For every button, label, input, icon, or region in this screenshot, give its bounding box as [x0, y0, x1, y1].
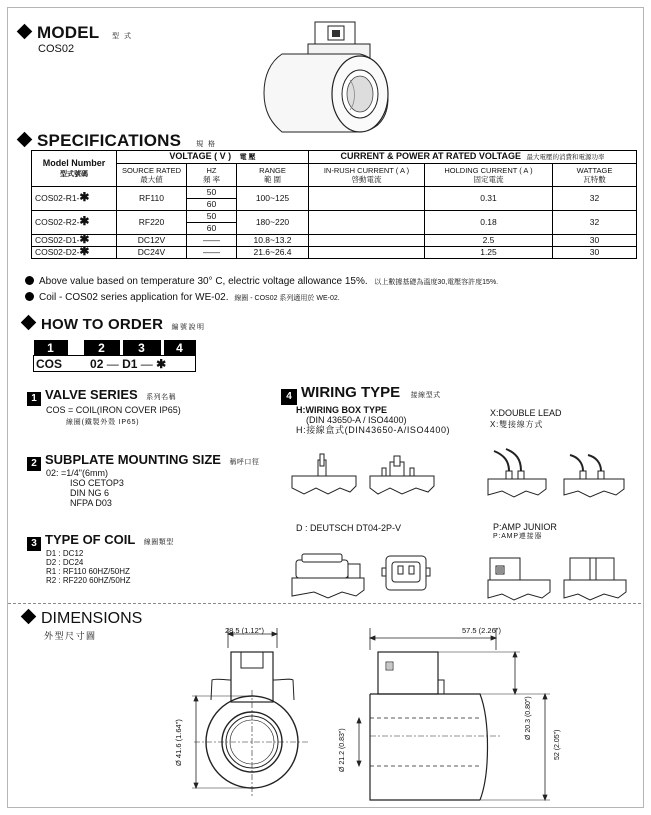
order-code-table — [33, 340, 196, 372]
spec-heading-cn: 規 格 — [196, 141, 217, 148]
sub-holding-header: HOLDING CURRENT ( A ) 固定電流 — [425, 164, 553, 187]
order-num-4: 4 — [164, 340, 196, 356]
table-row: 60 — [32, 199, 637, 211]
wiring-x-desc: X:DOUBLE LEAD X:雙接線方式 — [490, 408, 562, 429]
valve-series-line-cn: 線圈(鐵製外殼 IP65) — [66, 419, 140, 426]
order-num-3: 3 — [123, 340, 161, 356]
order-code: COS 02 — D1 — ✱ — [34, 356, 196, 372]
spec-heading: SPECIFICATIONS 規 格 — [19, 131, 217, 151]
model-heading: MODEL 型 式 — [19, 23, 132, 43]
table-row: 60 — [32, 223, 637, 235]
diamond-bullet-icon — [17, 24, 33, 40]
wiring-d-desc: D : DEUTSCH DT04-2P-V — [296, 523, 402, 533]
order-num-1: 1 — [34, 340, 68, 356]
diamond-bullet-icon — [21, 315, 37, 331]
diamond-bullet-icon — [21, 609, 37, 625]
order-heading: HOW TO ORDER 編號說明 — [23, 316, 206, 333]
circle-bullet-icon — [25, 276, 34, 285]
list-item: DIN NG 6 — [70, 488, 110, 498]
sub-wattage-header: WATTAGE 瓦特數 — [553, 164, 637, 187]
list-item: R2 : RF220 60HZ/50HZ — [46, 576, 131, 585]
subplate-heading: 2 SUBPLATE MOUNTING SIZE 稱呼口徑 — [27, 451, 259, 471]
dimensions-heading-cn: 外型尺寸圖 — [44, 631, 97, 641]
list-item: NFPA D03 — [70, 498, 112, 508]
front-view-drawing — [186, 620, 336, 806]
wiring-h-desc: H:WIRING BOX TYPE (DIN 43650-A / ISO4400) H:接線盒式(DIN43650-A/ISO4400) — [296, 405, 451, 435]
dim-top-dia: Ø 20.3 (0.80") — [525, 696, 532, 740]
asterisk-icon: ✱ — [79, 232, 90, 246]
valve-series-line: COS = COIL(IRON COVER IP65) — [46, 405, 181, 415]
table-row: COS02-D2-✱ DC24V —— 21.6~26.4 1.25 30 — [32, 247, 637, 259]
group-voltage-header: VOLTAGE ( V ) 電 壓 — [117, 151, 309, 164]
table-row: COS02-R1-✱ RF110 50 100~125 0.31 32 — [32, 187, 637, 199]
sub-range-header: RANGE 範 圍 — [237, 164, 309, 187]
wiring-p-drawing — [484, 550, 640, 602]
dim-side-width: 57.5 (2.26") — [462, 626, 501, 635]
wiring-x-drawing — [484, 445, 640, 501]
wiring-p-desc: P:AMP JUNIOR P:AMP連接器 — [493, 522, 557, 540]
col-model-label: Model Number — [42, 158, 106, 168]
wiring-heading: 4 WIRING TYPE 接線型式 — [281, 384, 441, 405]
dim-front-width: 28.5 (1.12") — [225, 626, 264, 635]
coil-illustration — [260, 18, 410, 136]
subplate-list — [70, 478, 124, 508]
col-model-label-cn: 型式號碼 — [60, 171, 88, 178]
side-view-drawing — [330, 620, 570, 806]
spec-table — [31, 150, 637, 259]
valve-series-heading: 1 VALVE SERIES 系列名稱 — [27, 386, 176, 406]
asterisk-icon: ✱ — [79, 244, 90, 258]
model-code: COS02 — [38, 43, 75, 55]
list-item: ISO CETOP3 — [70, 478, 124, 488]
asterisk-icon: ✱ — [79, 190, 90, 204]
list-item: R1 : RF110 60HZ/50HZ — [46, 567, 130, 576]
model-heading-cn: 型 式 — [112, 33, 133, 40]
subplate-line1: 02: =1/4"(6mm) — [46, 468, 108, 478]
list-item: D1 : DC12 — [46, 549, 84, 558]
dimensions-heading: DIMENSIONS — [23, 610, 142, 628]
table-row: COS02-D1-✱ DC12V —— 10.8~13.2 2.5 30 — [32, 235, 637, 247]
note-temperature: Above value based on temperature 30° C, electric voltage allowance 15%. 以上數據基礎為溫度30,電壓容許度15%. — [25, 276, 498, 287]
section-divider — [8, 603, 641, 604]
sub-inrush-header: IN-RUSH CURRENT ( A ) 啓動電流 — [309, 164, 425, 187]
circle-bullet-icon — [25, 292, 34, 301]
wiring-d-drawing — [290, 550, 446, 602]
coil-type-list — [46, 549, 130, 585]
sub-hz-header: HZ 頻 率 — [187, 164, 237, 187]
wiring-h-drawing — [290, 452, 446, 498]
group-current-header: CURRENT & POWER AT RATED VOLTAGE 最大電壓的消費和電源功率 — [309, 151, 637, 164]
note-application: Coil - COS02 series application for WE-02. 線圈 - COS02 系列適用於 WE-02. — [25, 292, 340, 303]
table-row: COS02-R2-✱ RF220 50 180~220 0.18 32 — [32, 211, 637, 223]
dim-inner-dia: Ø 21.2 (0.83") — [339, 728, 346, 772]
asterisk-icon: ✱ — [79, 214, 90, 228]
coil-type-heading: 3 TYPE OF COIL 線圈類型 — [27, 531, 174, 551]
dim-height: 52 (2.05") — [554, 729, 561, 760]
dim-outer-dia: Ø 41.6 (1.64") — [174, 719, 183, 766]
diamond-bullet-icon — [17, 132, 33, 148]
sub-source-header: SOURCE RATED 最大値 — [117, 164, 187, 187]
order-num-2: 2 — [84, 340, 120, 356]
list-item: D2 : DC24 — [46, 558, 84, 567]
col-model-header — [32, 151, 117, 187]
